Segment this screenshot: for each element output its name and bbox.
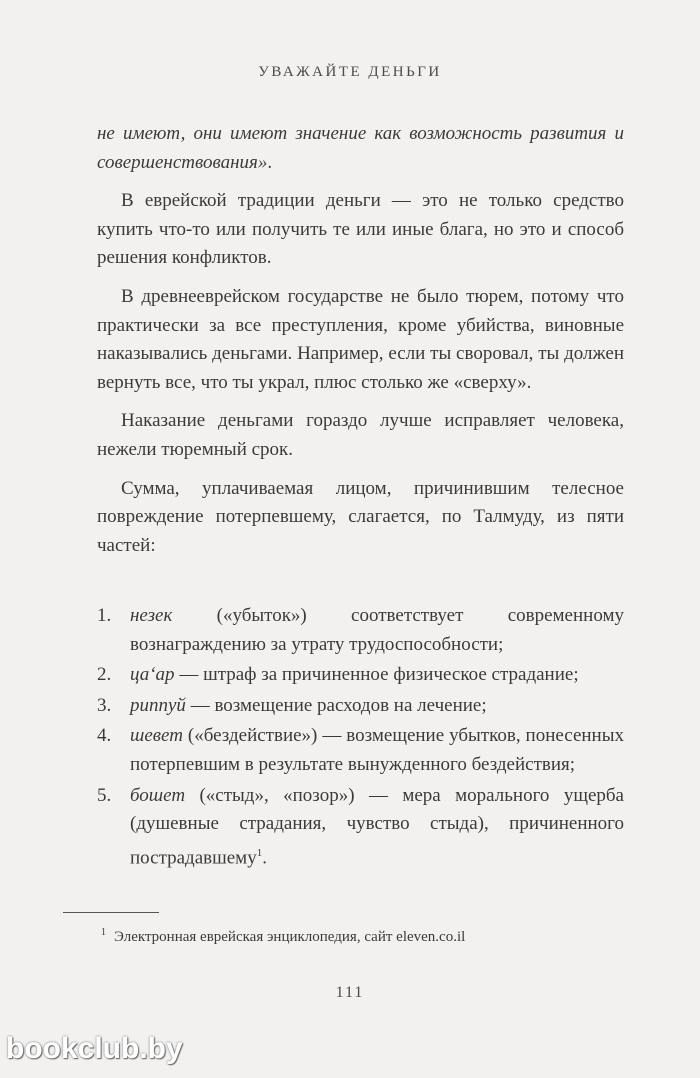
page-number: 111 xyxy=(335,984,365,1001)
list-text xyxy=(130,722,624,779)
list-desc: — штраф за причиненное физическое страдание; xyxy=(174,664,579,686)
footnote-text: Электронная еврейская энциклопедия, сайт eleven.co.il xyxy=(114,929,466,945)
running-head: УВАЖАЙТЕ ДЕНЬГИ xyxy=(258,64,442,80)
list-number: 1. xyxy=(97,605,112,626)
list-text xyxy=(130,602,624,659)
list-text xyxy=(130,692,624,721)
list-term: незек xyxy=(130,605,173,626)
list-item xyxy=(97,661,624,690)
list-item xyxy=(97,692,624,721)
paragraph: Наказание деньгами гораздо лучше исправляет человека, нежели тюремный срок. xyxy=(97,410,624,460)
footnote-mark: 1 xyxy=(101,927,106,938)
list-term: риппуй xyxy=(130,694,186,716)
list-term: ца‘ар xyxy=(130,664,175,686)
paragraph: Сумма, уплачиваемая лицом, причинившим телесное повреждение потерпевшему, слагается, по Талмуду, из пяти частей: xyxy=(97,477,624,556)
watermark: bookclub.by xyxy=(6,1032,183,1065)
list-desc: («стыд», «позор») — мера морального ущерба (душевные страдания, чувство стыда), причиненного пострадавшему xyxy=(130,784,624,869)
numbered-list xyxy=(97,602,624,875)
paragraph: В древнееврейском государстве не было тюрем, потому что практически за все преступления, кроме убийства, виновные наказывались деньгами. Например, если ты своровал, ты должен вернуть все, что ты украл, плюс столько же «сверху». xyxy=(97,285,624,393)
list-number: 2. xyxy=(97,664,112,686)
list-item xyxy=(97,602,624,659)
list-item xyxy=(97,782,624,873)
list-number: 3. xyxy=(97,694,112,716)
paragraph: В еврейской традиции деньги — это не только средство купить что-то или получить те или иные блага, но это и способ решения конфликтов. xyxy=(97,190,624,269)
list-text xyxy=(130,782,624,873)
footnote-rule xyxy=(63,912,159,913)
continued-quote xyxy=(97,120,624,177)
list-term: шевет xyxy=(130,725,183,747)
list-desc: — возмещение расходов на лечение; xyxy=(185,694,487,716)
italic-quote: не имеют, они имеют значение как возможность развития и совершенствования» xyxy=(97,123,624,173)
list-desc: («убыток») соответствует современному вознаграждению за утрату трудоспособности; xyxy=(130,605,624,655)
list-item xyxy=(97,722,624,779)
list-term: бошет xyxy=(130,784,186,806)
list-end: . xyxy=(262,847,267,869)
footnote-ref: 1 xyxy=(256,846,263,859)
list-text xyxy=(130,661,624,690)
list-number: 5. xyxy=(97,784,112,806)
quote-end: . xyxy=(267,151,273,173)
list-desc: («бездействие») — возмещение убытков, понесенных потерпевшим в результате вынужденного бездействия; xyxy=(130,725,624,775)
main-text xyxy=(97,120,624,570)
list-number: 4. xyxy=(97,725,112,747)
footnote xyxy=(101,927,465,946)
